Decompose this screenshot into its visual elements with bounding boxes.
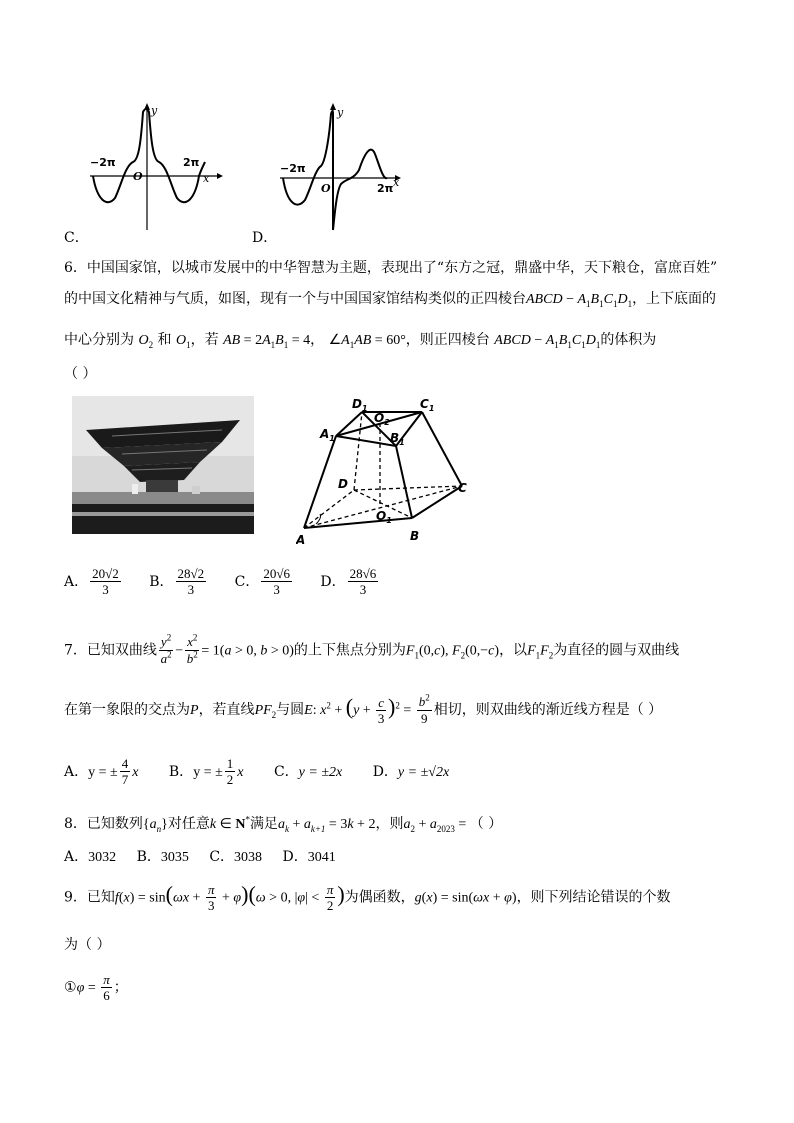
q6-options <box>64 566 380 606</box>
svg-text:O: O <box>133 170 143 183</box>
frustum-figure <box>296 394 476 544</box>
q7-option-b[interactable]: B．y = ± $\frac{1}{2}$ x <box>168 756 244 787</box>
svg-text:x: x <box>393 176 400 189</box>
graph-option-d <box>275 100 410 235</box>
q8-line1: 8．已知数列$\{a_n\}$对任意k ∈ N*满足$a_k + a_{k+1} = 3k + 2$，则$a_2 + a_{2023}$ = （ ） <box>64 814 503 834</box>
svg-text:y: y <box>337 106 344 119</box>
q7-options <box>64 756 449 792</box>
q9-item1: ①φ = $\frac{\pi}{6}$ ； <box>64 972 128 1003</box>
svg-text:B: B <box>410 529 420 543</box>
svg-text:−2π: −2π <box>280 162 306 175</box>
q8-option-d[interactable]: D．3041 <box>282 849 336 865</box>
q9-line1: 9．已知f(x) = sin(ωx + $\frac{\pi}{3}$ + φ)(ω > 0, |φ| < $\frac{\pi}{2}$ )为偶函数，g(x) = sin(ωx + φ)，则下列结论错误的个数 <box>64 881 671 913</box>
svg-text:A1: $A_1$ <box>320 427 335 443</box>
svg-text:C: C <box>458 481 467 495</box>
q8-options <box>64 847 336 868</box>
svg-text:O2: $O_2$ <box>374 411 390 427</box>
option-d-label: D． <box>252 230 278 246</box>
svg-text:2π: 2π <box>183 156 200 169</box>
svg-text:2π: 2π <box>377 182 394 195</box>
q6-line1: 6．中国国家馆，以城市发展中的中华智慧为主题，表现出了“东方之冠，鼎盛中华，天下粮仓，富庶百姓” <box>64 260 718 276</box>
svg-text:A: A <box>296 533 306 544</box>
q7-line1: 7．已知双曲线 $\frac{y^2}{a^2}$ − $\frac{x^2}{b^2}$ = 1(a > 0, b > 0)的上下焦点分别为$F_1(0,c)$, $F_2(0,-c)$，以$F_1F_2$为直径的圆与双曲线 <box>64 632 680 666</box>
q9-line2: 为（ ） <box>64 937 111 953</box>
svg-text:O: O <box>321 182 331 195</box>
q8-option-c[interactable]: C．3038 <box>209 849 263 865</box>
svg-text:y: y <box>151 104 158 117</box>
q7-line2: 在第一象限的交点为P，若直线$PF_2$与圆E: $x^2 + (y$ + $\frac{c}{3}$ )$^2$ = $\frac{b^2}{9}$ 相切，则双曲线的渐近线方程是（ ） <box>64 692 663 726</box>
q6-line2: 的中国文化精神与气质，如图，现有一个与中国国家馆结构类似的正四棱台ABCD − $A_1B_1C_1D_1$，上下底面的 <box>64 291 717 309</box>
q6-option-d[interactable]: D． $\frac{28√6}{3}$ <box>320 566 377 597</box>
svg-text:O1: $O_1$ <box>376 509 392 525</box>
q6-line3: 中心分别为 $O_2$ 和 $O_1$，若 AB = $2A_1B_1 = 4$， $\angle A_1AB = 60^\circ$，则正四棱台 ABCD − $A_1B_1C_1D_1$的体积为 <box>64 332 657 350</box>
q6-answer-bracket: （ ） <box>64 366 97 382</box>
svg-text:D: D <box>338 477 348 491</box>
svg-text:B1: $B_1$ <box>390 431 405 447</box>
pavilion-photo <box>72 396 254 534</box>
svg-text:x: x <box>203 172 210 185</box>
graph-option-c <box>85 100 225 235</box>
svg-text:C1: $C_1$ <box>420 397 435 413</box>
q7-option-c[interactable]: C．y = ±2x <box>273 763 343 780</box>
svg-text:D1: $D_1$ <box>352 397 368 413</box>
svg-text:−2π: −2π <box>90 156 116 169</box>
q7-option-d[interactable]: D．y = ±√2x <box>372 763 450 780</box>
q6-option-c[interactable]: C． $\frac{20√6}{3}$ <box>234 566 290 597</box>
q7-option-a[interactable]: A．y = ± $\frac{4}{7}$ x <box>64 756 139 787</box>
q8-option-a[interactable]: A．3032 <box>64 849 117 865</box>
q6-option-b[interactable]: B． $\frac{28√2}{3}$ <box>149 566 205 597</box>
q6-option-a[interactable]: A． $\frac{20√2}{3}$ <box>64 566 119 597</box>
option-c-label: C． <box>64 230 89 246</box>
q8-option-b[interactable]: B．3035 <box>136 849 189 865</box>
